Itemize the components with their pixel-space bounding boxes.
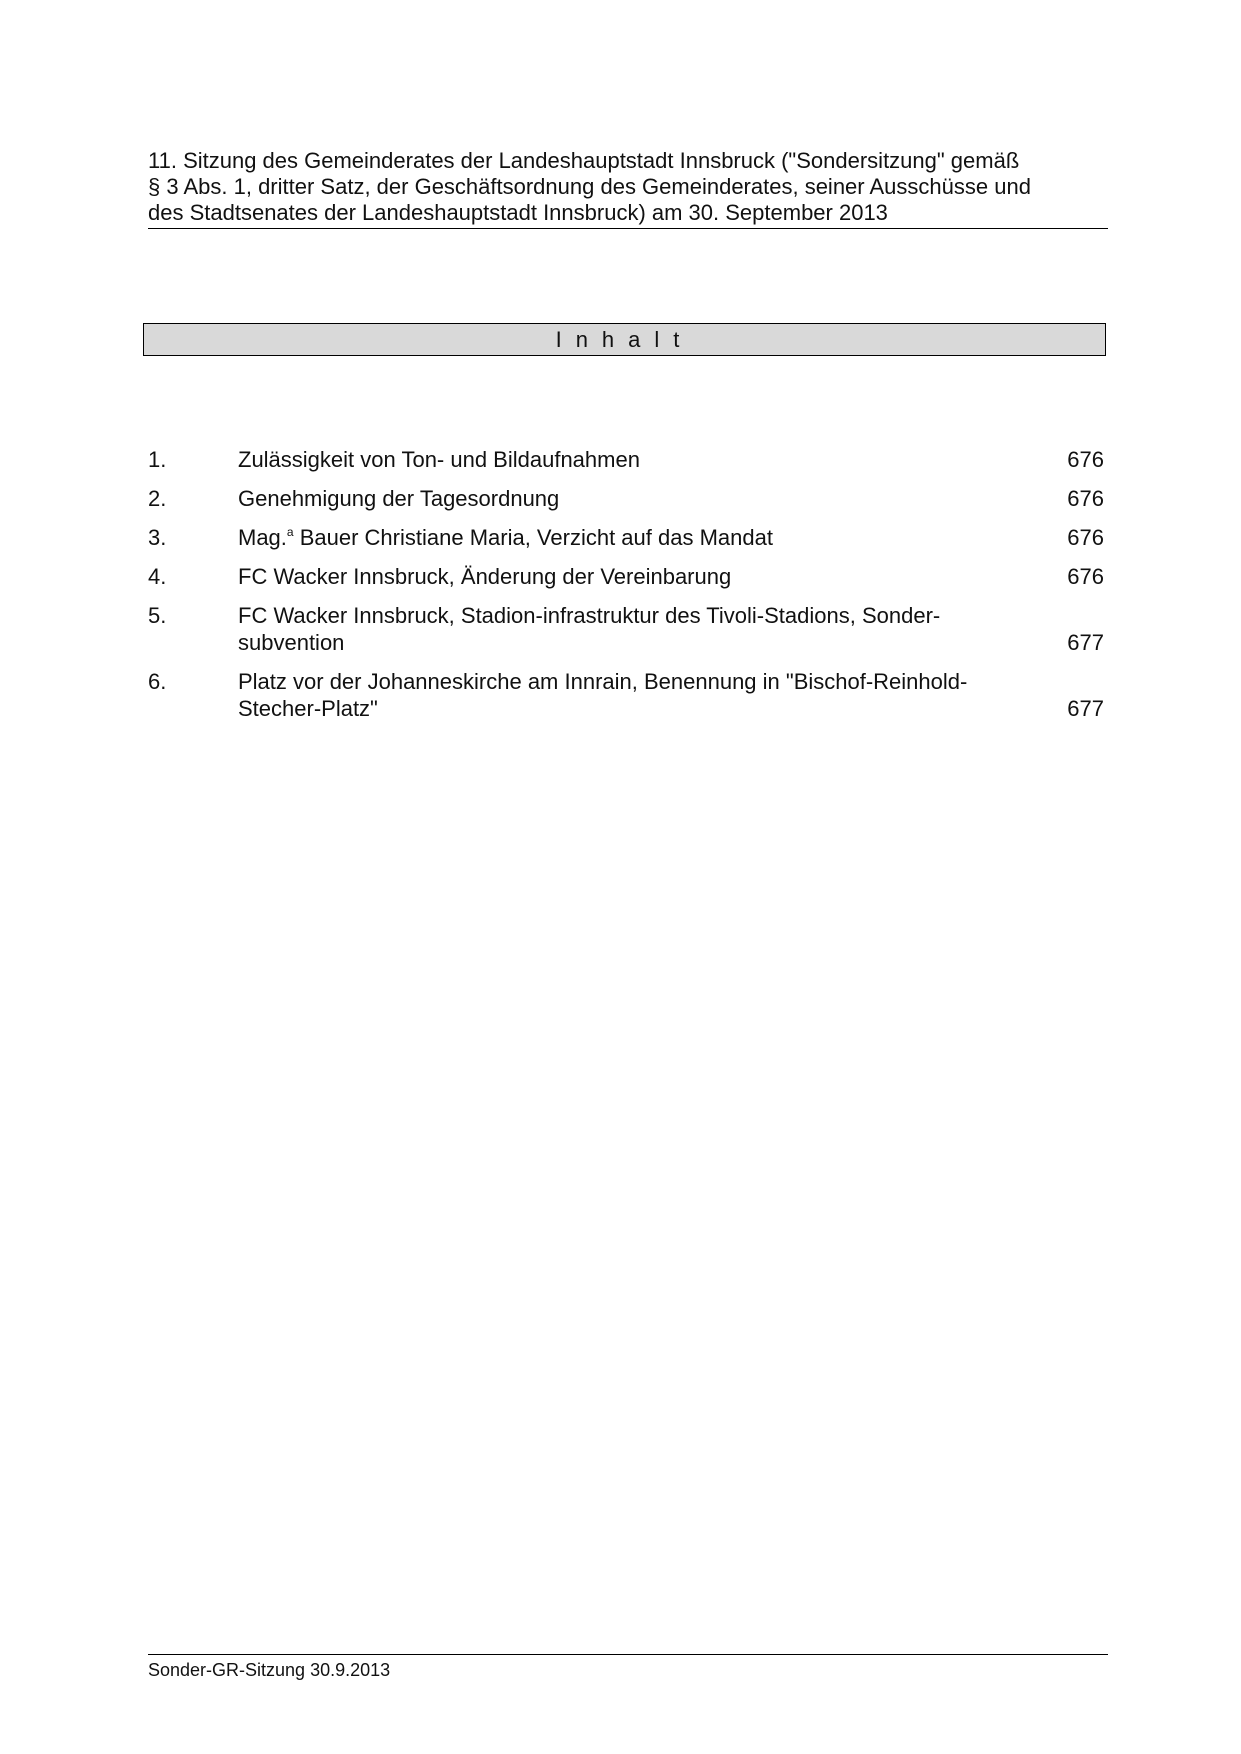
toc-item-page: 677 [1067,696,1104,721]
toc-item-title-line: Genehmigung der Tagesordnung [238,486,560,511]
toc-item-page: 676 [1067,525,1104,550]
toc-item-number: 4. [148,564,167,589]
title-prefix: Mag. [238,525,287,550]
toc-item-page: 676 [1067,564,1104,589]
toc-item-number: 1. [148,447,167,472]
document-header [148,148,1108,229]
toc-item-title-line: Zulässigkeit von Ton- und Bildaufnahmen [238,447,640,472]
title-rest: Bauer Christiane Maria, Verzicht auf das Mandat [293,525,773,550]
section-title-box [143,323,1106,356]
toc-item [148,602,1104,656]
toc-item-page: 677 [1067,630,1104,655]
toc-item-number: 3. [148,525,167,550]
toc-item [148,485,1104,512]
toc-item [148,563,1104,590]
toc-item-page: 676 [1067,486,1104,511]
toc-item [148,446,1104,473]
header-line: des Stadtsenates der Landeshauptstadt Innsbruck) am 30. September 2013 [148,200,888,225]
toc-item-title [238,524,1028,551]
toc-item-number: 6. [148,669,167,694]
toc-item-page: 676 [1067,447,1104,472]
toc-item-title-line: Platz vor der Johanneskirche am Innrain, Benennung in "Bischof-Reinhold- [238,669,968,694]
toc-item-title-line: FC Wacker Innsbruck, Stadion-infrastruktur des Tivoli-Stadions, Sonder- [238,603,941,628]
page-footer [148,1654,1108,1681]
toc-item-title-line: FC Wacker Innsbruck, Änderung der Vereinbarung [238,564,732,589]
table-of-contents [148,446,1104,734]
toc-item-title-line: subvention [238,630,345,655]
section-title: Inhalt [555,327,694,352]
title-superscript: a [286,525,294,539]
toc-item-title [238,668,1028,722]
toc-item-number: 5. [148,603,167,628]
toc-item-number: 2. [148,486,167,511]
toc-item-title-line: Stecher-Platz" [238,696,378,721]
footer-text: Sonder-GR-Sitzung 30.9.2013 [148,1660,391,1680]
toc-item-title [238,563,1028,590]
toc-item [148,524,1104,551]
toc-item [148,668,1104,722]
header-line: § 3 Abs. 1, dritter Satz, der Geschäftsordnung des Gemeinderates, seiner Ausschüsse und [148,174,1031,199]
header-line: 11. Sitzung des Gemeinderates der Landeshauptstadt Innsbruck ("Sondersitzung" gemäß [148,148,1020,173]
toc-item-title [238,602,1028,656]
toc-item-title-line [238,524,1028,551]
toc-item-title [238,485,1028,512]
toc-item-title [238,446,1028,473]
